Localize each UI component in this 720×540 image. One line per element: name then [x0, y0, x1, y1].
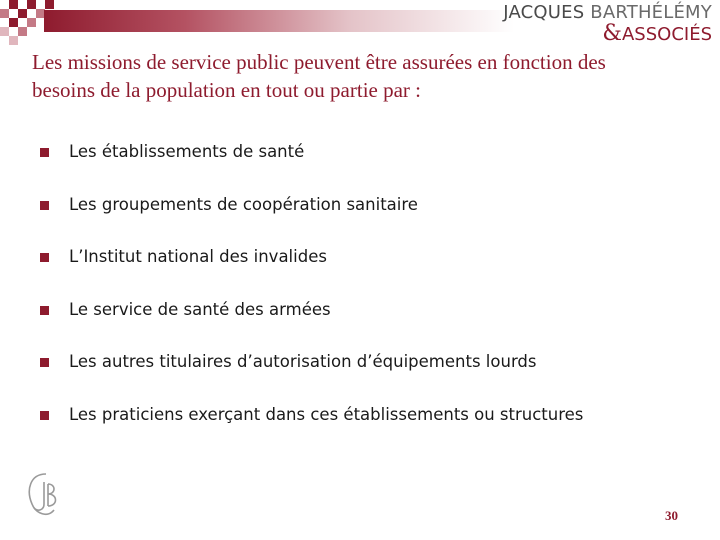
list-item-text: Les groupements de coopération sanitaire — [69, 194, 418, 214]
monogram-logo-icon — [22, 470, 62, 522]
logo-word-barthelemy: BARTHÉLÉMY — [590, 2, 712, 23]
bullet-square-icon — [40, 148, 49, 157]
logo-word-associes: ASSOCIÉS — [621, 24, 712, 45]
list-item — [40, 298, 583, 351]
page-number: 30 — [665, 508, 678, 523]
bullet-square-icon — [40, 253, 49, 262]
bullet-square-icon — [40, 201, 49, 210]
list-item-text: Les établissements de santé — [69, 142, 305, 161]
header-gradient-bar — [44, 10, 514, 32]
logo-ampersand: & — [602, 21, 622, 46]
list-item-text: L’Institut national des invalides — [69, 247, 327, 266]
bullet-square-icon — [40, 306, 49, 315]
list-item-text: Les autres titulaires d’autorisation d’équipements lourds — [69, 352, 537, 371]
bullet-list — [40, 140, 583, 455]
list-item — [40, 403, 583, 456]
list-item — [40, 350, 583, 403]
list-item-text: Le service de santé des armées — [69, 299, 331, 319]
bullet-square-icon — [40, 358, 49, 367]
firm-logo — [503, 4, 712, 45]
list-item — [40, 140, 583, 193]
list-item — [40, 193, 583, 246]
logo-word-jacques: JACQUES — [503, 2, 585, 23]
slide-title: Les missions de service public peuvent être assurées en fonction des besoins de la population en tout ou partie par : — [32, 50, 606, 102]
list-item — [40, 245, 583, 298]
list-item-text: Les praticiens exerçant dans ces établissements ou structures — [69, 404, 584, 424]
bullet-square-icon — [40, 411, 49, 420]
